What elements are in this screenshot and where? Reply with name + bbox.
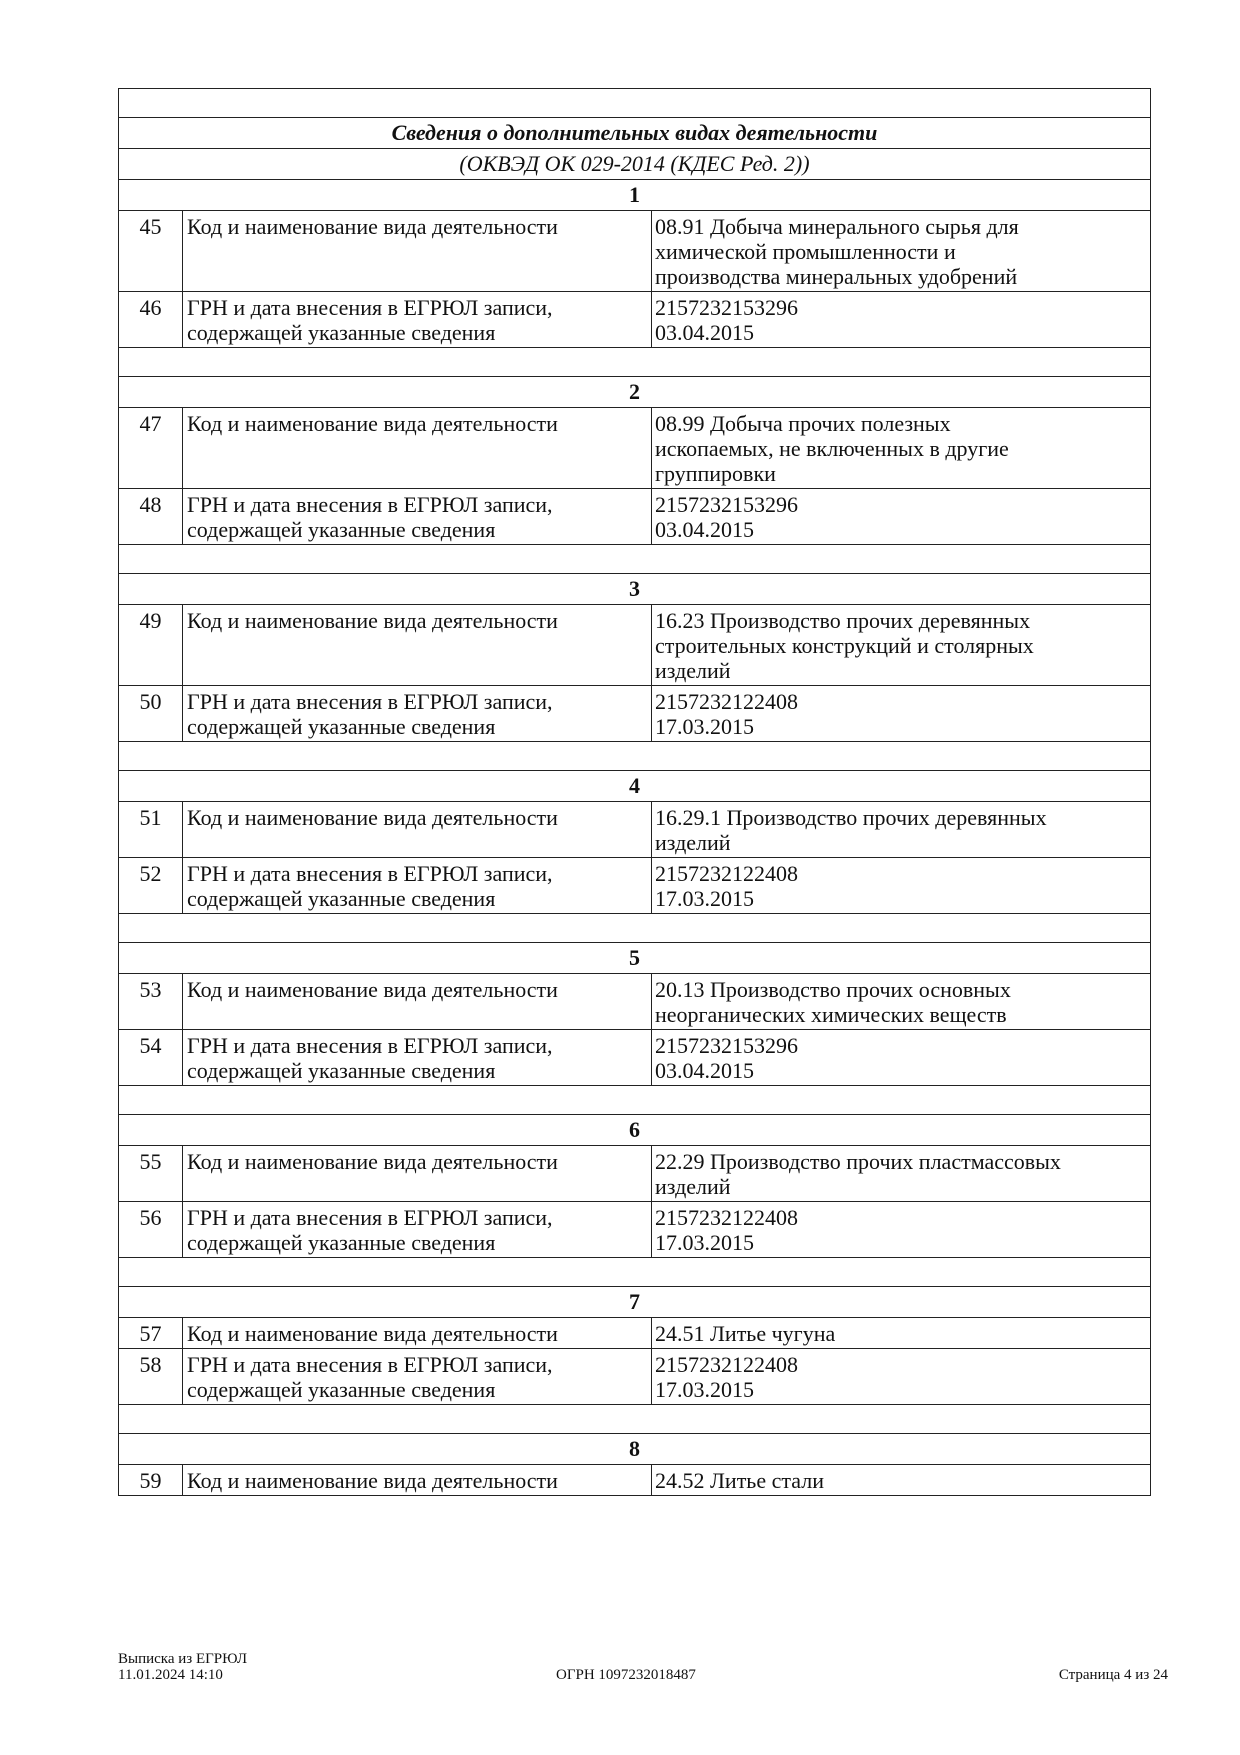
row-value (652, 489, 1151, 545)
row-label-line: содержащей указанные сведения (187, 886, 496, 911)
table-row (119, 686, 1151, 742)
row-value-line: 20.13 Производство прочих основных (655, 977, 1011, 1002)
row-value-line: изделий (655, 830, 731, 855)
section-title-row (119, 118, 1151, 149)
row-value (652, 802, 1151, 858)
row-value (652, 686, 1151, 742)
row-label (183, 1030, 652, 1086)
row-label-line: ГРН и дата внесения в ЕГРЮЛ записи, (187, 1033, 553, 1058)
section-title: Сведения о дополнительных видах деятельности (119, 118, 1151, 149)
blank-row (119, 1086, 1151, 1115)
row-number: 56 (119, 1202, 183, 1258)
row-number: 46 (119, 292, 183, 348)
row-number: 51 (119, 802, 183, 858)
group-number-row (119, 771, 1151, 802)
row-value-line: 17.03.2015 (655, 714, 754, 739)
row-value-line: 24.51 Литье чугуна (655, 1321, 836, 1346)
table-row (119, 1030, 1151, 1086)
row-value (652, 1465, 1151, 1496)
group-number-row (119, 1287, 1151, 1318)
row-value (652, 605, 1151, 686)
row-value-line: строительных конструкций и столярных (655, 633, 1034, 658)
row-label: Код и наименование вида деятельности (183, 211, 652, 292)
table-row (119, 489, 1151, 545)
row-label-line: ГРН и дата внесения в ЕГРЮЛ записи, (187, 689, 553, 714)
row-label-line: содержащей указанные сведения (187, 1377, 496, 1402)
row-value-line: производства минеральных удобрений (655, 264, 1018, 289)
group-number: 4 (119, 771, 1151, 802)
group-number: 6 (119, 1115, 1151, 1146)
row-label-line: содержащей указанные сведения (187, 714, 496, 739)
blank-row (119, 914, 1151, 943)
footer-datetime: 11.01.2024 14:10 (118, 1667, 223, 1683)
table-row (119, 1202, 1151, 1258)
row-label: Код и наименование вида деятельности (183, 1146, 652, 1202)
table-row (119, 1349, 1151, 1405)
row-value-line: 24.52 Литье стали (655, 1468, 824, 1493)
row-value-line: изделий (655, 1174, 731, 1199)
row-value-line: 17.03.2015 (655, 1377, 754, 1402)
row-value-line: 2157232153296 (655, 295, 798, 320)
row-value (652, 974, 1151, 1030)
row-value-line: 2157232122408 (655, 1205, 798, 1230)
group-number-row (119, 1434, 1151, 1465)
row-label (183, 1202, 652, 1258)
blank-row (119, 348, 1151, 377)
row-value (652, 1202, 1151, 1258)
row-value-line: 2157232122408 (655, 861, 798, 886)
row-value-line: 03.04.2015 (655, 320, 754, 345)
row-value-line: 2157232122408 (655, 1352, 798, 1377)
row-value (652, 1349, 1151, 1405)
row-number: 57 (119, 1318, 183, 1349)
row-value-line: 17.03.2015 (655, 886, 754, 911)
footer-page-number: Страница 4 из 24 (1058, 1667, 1168, 1683)
footer-left (118, 1651, 247, 1683)
row-label-line: содержащей указанные сведения (187, 320, 496, 345)
row-value-line: 2157232153296 (655, 1033, 798, 1058)
table-row (119, 1465, 1151, 1496)
group-number-row (119, 943, 1151, 974)
table-row (119, 1146, 1151, 1202)
row-value-line: неорганических химических веществ (655, 1002, 1007, 1027)
group-number-row (119, 1115, 1151, 1146)
row-label: Код и наименование вида деятельности (183, 1318, 652, 1349)
group-number: 2 (119, 377, 1151, 408)
row-value (652, 408, 1151, 489)
row-value-line: 03.04.2015 (655, 517, 754, 542)
row-label: Код и наименование вида деятельности (183, 1465, 652, 1496)
row-label (183, 858, 652, 914)
row-value-line: 2157232153296 (655, 492, 798, 517)
row-label-line: содержащей указанные сведения (187, 1058, 496, 1083)
footer-doc-name: Выписка из ЕГРЮЛ (118, 1651, 247, 1667)
row-label-line: содержащей указанные сведения (187, 517, 496, 542)
blank-row (119, 742, 1151, 771)
row-value (652, 1318, 1151, 1349)
row-label (183, 292, 652, 348)
row-value-line: 08.91 Добыча минерального сырья для (655, 214, 1019, 239)
row-number: 53 (119, 974, 183, 1030)
row-label-line: ГРН и дата внесения в ЕГРЮЛ записи, (187, 1205, 553, 1230)
row-value-line: 22.29 Производство прочих пластмассовых (655, 1149, 1061, 1174)
row-value (652, 1030, 1151, 1086)
row-value (652, 1146, 1151, 1202)
table-row (119, 408, 1151, 489)
row-label-line: содержащей указанные сведения (187, 1230, 496, 1255)
table-row (119, 605, 1151, 686)
row-label: Код и наименование вида деятельности (183, 802, 652, 858)
row-value-line: группировки (655, 461, 776, 486)
group-number: 8 (119, 1434, 1151, 1465)
row-number: 49 (119, 605, 183, 686)
row-label (183, 489, 652, 545)
row-value-line: 16.29.1 Производство прочих деревянных (655, 805, 1047, 830)
blank-row (119, 1405, 1151, 1434)
blank-row (119, 545, 1151, 574)
row-number: 50 (119, 686, 183, 742)
row-value-line: 17.03.2015 (655, 1230, 754, 1255)
row-label-line: ГРН и дата внесения в ЕГРЮЛ записи, (187, 492, 553, 517)
group-number-row (119, 180, 1151, 211)
row-value (652, 292, 1151, 348)
row-value-line: 16.23 Производство прочих деревянных (655, 608, 1031, 633)
row-label: Код и наименование вида деятельности (183, 974, 652, 1030)
row-value-line: 03.04.2015 (655, 1058, 754, 1083)
row-number: 52 (119, 858, 183, 914)
group-number-row (119, 377, 1151, 408)
table-row (119, 858, 1151, 914)
group-number: 1 (119, 180, 1151, 211)
row-value-line: изделий (655, 658, 731, 683)
row-value-line: химической промышленности и (655, 239, 956, 264)
table-row (119, 974, 1151, 1030)
group-number: 7 (119, 1287, 1151, 1318)
row-value-line: ископаемых, не включенных в другие (655, 436, 1009, 461)
blank-row (119, 89, 1151, 118)
row-value-line: 08.99 Добыча прочих полезных (655, 411, 951, 436)
row-value-line: 2157232122408 (655, 689, 798, 714)
table-row (119, 1318, 1151, 1349)
row-value (652, 211, 1151, 292)
row-number: 58 (119, 1349, 183, 1405)
row-label: Код и наименование вида деятельности (183, 605, 652, 686)
activities-table (118, 88, 1151, 1496)
row-number: 45 (119, 211, 183, 292)
group-number: 5 (119, 943, 1151, 974)
row-number: 54 (119, 1030, 183, 1086)
table-row (119, 802, 1151, 858)
row-label-line: ГРН и дата внесения в ЕГРЮЛ записи, (187, 1352, 553, 1377)
row-label: Код и наименование вида деятельности (183, 408, 652, 489)
group-number: 3 (119, 574, 1151, 605)
footer-ogrn: ОГРН 1097232018487 (556, 1667, 696, 1683)
section-subtitle: (ОКВЭД ОК 029-2014 (КДЕС Ред. 2)) (119, 149, 1151, 180)
row-number: 55 (119, 1146, 183, 1202)
blank-row (119, 1258, 1151, 1287)
row-number: 48 (119, 489, 183, 545)
table-row (119, 292, 1151, 348)
table-row (119, 211, 1151, 292)
row-value (652, 858, 1151, 914)
row-label (183, 686, 652, 742)
row-label (183, 1349, 652, 1405)
row-label-line: ГРН и дата внесения в ЕГРЮЛ записи, (187, 861, 553, 886)
section-subtitle-row (119, 149, 1151, 180)
row-label-line: ГРН и дата внесения в ЕГРЮЛ записи, (187, 295, 553, 320)
row-number: 47 (119, 408, 183, 489)
row-number: 59 (119, 1465, 183, 1496)
group-number-row (119, 574, 1151, 605)
